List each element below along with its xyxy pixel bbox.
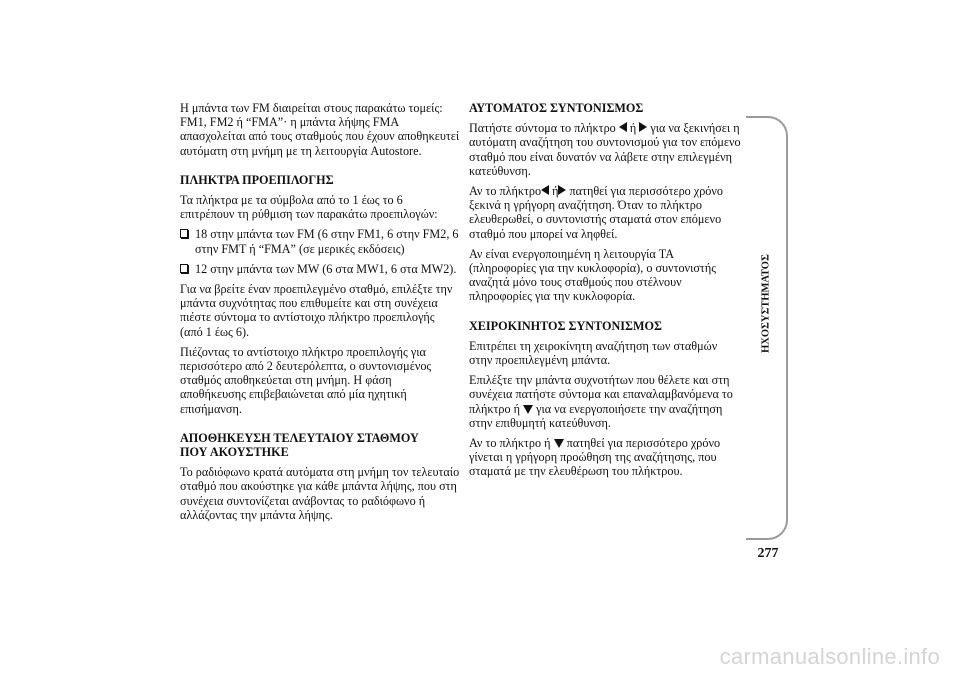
watermark: carmanualsonline.info: [719, 644, 940, 669]
checkbox-bullet-icon: [180, 229, 188, 238]
triangle-down-icon: [523, 405, 533, 414]
preset-keys-paragraph: Τα πλήκτρα με τα σύμβολα από το 1 έως το 6 επιτρέπουν τη ρύθμιση των παρακάτω προεπιλογών:: [180, 193, 438, 222]
page-number: 277: [757, 546, 779, 561]
triangle-right-icon: [558, 185, 566, 195]
bullet-text: 12 στην μπάντα των MW (6 στα MW1, 6 στα MW2).: [195, 261, 457, 276]
auto-tuning-heading: ΑΥΤΟΜΑΤΟΣ ΣΥΝΤΟΝΙΣΜΟΣ: [469, 101, 644, 115]
store-preset-paragraph: Πιέζοντας το αντίστοιχο πλήκτρο προεπιλογής για περισσότερο από 2 δευτερόλεπτα, ο συντονισμένος σταθμός αποθηκεύεται στη μνήμη. Η φάση αποθήκευσης επιβεβαιώνεται από μία ηχητική επισήμανση.: [180, 344, 432, 416]
intro-paragraph: Η μπάντα των FM διαιρείται στους παρακάτω τομείς: FM1, FM2 ή “FMA”· η μπάντα λήψης FMA απασχολείται από τους σταθμούς που έχουν αποθηκευτεί αυτόματη στη μνήμη με τη λειτουργία Autostore.: [180, 101, 460, 158]
triangle-left-icon: [619, 122, 627, 132]
left-column: [180, 101, 460, 528]
find-preset-paragraph: Για να βρείτε έναν προεπιλεγμένο σταθμό, επιλέξτε την μπάντα συχνότητας που επιθυμείτε και στη συνέχεια πιέστε σύντομα το αντίστοιχο πλήκτρο προεπιλογής (από 1 έως 6).: [180, 282, 453, 339]
last-station-heading: ΑΠΟΘΗΚΕΥΣΗ ΤΕΛΕΥΤΑΙΟΥ ΣΤΑΘΜΟΥ ΠΟΥ ΑΚΟΥΣΤΗΚΕ: [180, 430, 419, 460]
triangle-right-icon: [639, 122, 647, 132]
last-station-paragraph: Το ραδιόφωνο κρατά αυτόματα στη μνήμη τον τελευταίο σταθμό που ακούστηκε για κάθε μπάντα λήψης, που στη συνέχεια συντονίζεται ανάβοντας το ραδιόφωνο ή αλλάζοντας την μπάντα λήψης.: [180, 465, 460, 522]
list-item: [180, 262, 460, 276]
bullet-text: 18 στην μπάντα των FM (6 στην FM1, 6 στην FM2, 6 στην FMT ή “FMA” (σε μερικές εκδόσεις): [195, 227, 459, 256]
manual-tuning-heading: ΧΕΙΡΟΚΙΝΗΤΟΣ ΣΥΝΤΟΝΙΣΜΟΣ: [469, 318, 662, 333]
triangle-down-icon: [554, 439, 564, 448]
list-item: [180, 227, 460, 255]
preset-keys-heading: ΠΛΗΚΤΡΑ ΠΡΟΕΠΙΛΟΓΗΣ: [180, 172, 334, 187]
manual-fast-paragraph: Αν το πλήκτρο ή πατηθεί για περισσότερο χρόνο γίνεται η γρήγορη προώθηση της αναζήτησης, που σταματά με την ελευθέρωση του πλήκτρου.: [469, 436, 721, 479]
auto-tuning-paragraph: Πατήστε σύντομα το πλήκτρο ή για να ξεκινήσει η αυτόματη αναζήτηση του συντονισμού για τον επόμενο σταθμό που είναι δυνατόν να λάβετε στην επιλεγμένη κατεύθυνση.: [469, 121, 741, 178]
right-column: [469, 101, 741, 485]
manual-step-paragraph: Επιλέξτε την μπάντα συχνοτήτων που θέλετε και στη συνέχεια πατήστε σύντομα και επαναλαμβανόμενα το πλήκτρο ή για να ενεργοποιήσετε την αναζήτηση στην επιθυμητή κατεύθυνση.: [469, 373, 733, 430]
fast-search-paragraph: Αν το πλήκτρο ή πατηθεί για περισσότερο χρόνο ξεκινά η γρήγορη αναζήτηση. Όταν το πλήκτρο ελευθερωθεί, ο συντονιστής σταματά στον επόμενο σταθμό που μπορεί να ληφθεί.: [469, 184, 723, 241]
triangle-left-icon: [541, 185, 549, 195]
ta-paragraph: Αν είναι ενεργοποιημένη η λειτουργία TA (πληροφορίες για την κυκλοφορία), ο συντονιστής αναζητά μόνο τους σταθμούς που στέλνουν πληροφορίες για την κυκλοφορία.: [469, 246, 717, 304]
manual-tuning-paragraph: Επιτρέπει τη χειροκίνητη αναζήτηση των σταθμών στην προεπιλεγμένη μπάντα.: [469, 338, 718, 368]
checkbox-bullet-icon: [180, 264, 188, 273]
